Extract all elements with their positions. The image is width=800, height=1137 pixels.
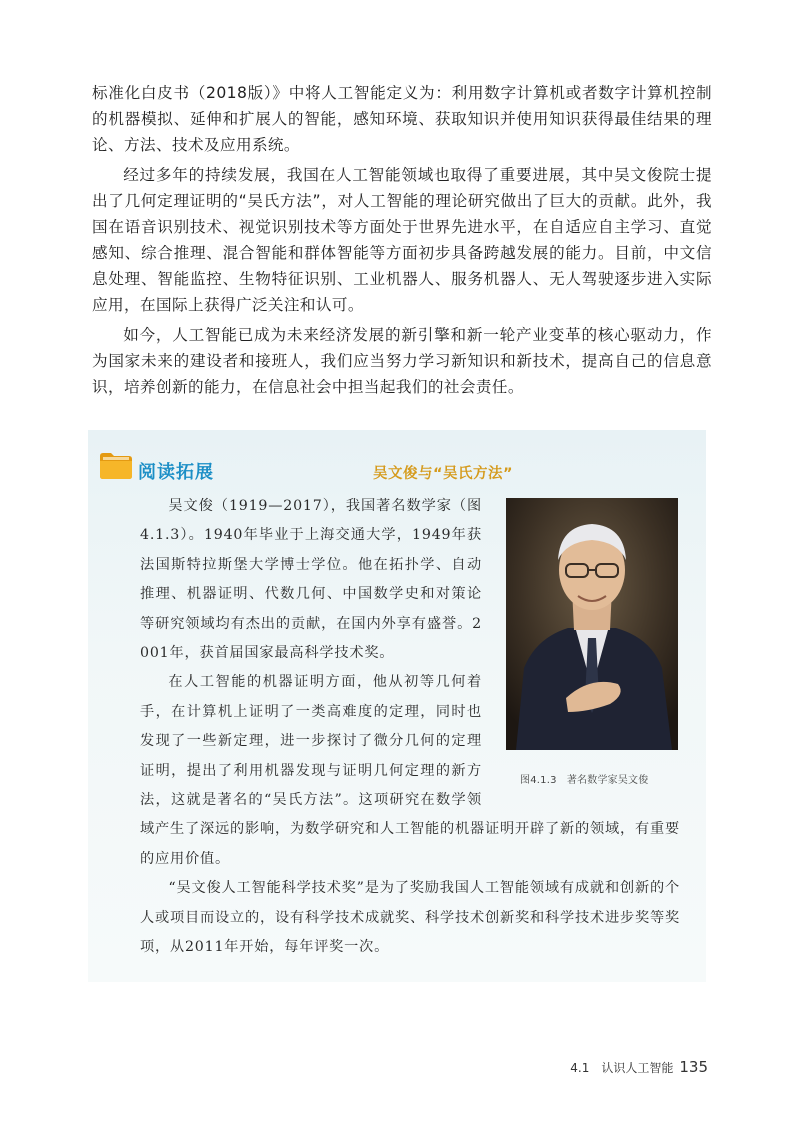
main-text	[92, 80, 712, 404]
extension-paragraph-award: “吴文俊人工智能科学技术奖”是为了奖励我国人工智能领域有成就和创新的个人或项目而设立的，设有科学技术成就奖、科学技术创新奖和科学技术进步奖等奖项，从2011年开始，每年评奖一次。	[140, 880, 680, 956]
reading-extension-label: 阅读拓展	[138, 462, 214, 483]
extension-paragraph-method: 在人工智能的机器证明方面，他从初等几何着手，在计算机上证明了一类高难度的定理，同时也发现了一些新定理，进一步探讨了微分几何的定理证明，提出了利用机器发现与证明几何定理的新方法，这就是著名的“吴氏方法”。这项研究在数学领域产生了深远的影响，为数学研究和人工智能的机器证明开辟了新的领域，有重要的应用价值。	[140, 674, 680, 867]
portrait-photo	[506, 498, 678, 750]
reading-extension-box	[88, 430, 706, 982]
figure-wu-wenjun	[498, 498, 680, 810]
footer-section: 4.1 认识人工智能	[570, 1061, 674, 1075]
reading-extension-body	[140, 492, 680, 963]
page-number: 135	[679, 1058, 708, 1076]
paragraph-china-progress: 经过多年的持续发展，我国在人工智能领域也取得了重要进展，其中吴文俊院士提出了几何定理证明的“吴氏方法”，对人工智能的理论研究做出了巨大的贡献。此外，我国在语音识别技术、视觉识别技术等方面处于世界先进水平，在自适应自主学习、直觉感知、综合推理、混合智能和群体智能等方面初步具备跨越发展的能力。目前，中文信息处理、智能监控、生物特征识别、工业机器人、服务机器人、无人驾驶逐步进入实际应用，在国际上获得广泛关注和认可。	[92, 166, 712, 314]
extension-paragraph-bio: 吴文俊（1919—2017），我国著名数学家（图4.1.3）。1940年毕业于上海交通大学，1949年获法国斯特拉斯堡大学博士学位。他在拓扑学、自动推理、机器证明、代数几何、中国数学史和对策论等研究领域均有杰出的贡献，在国内外享有盛誉。2001年，获首届国家最高科学技术奖。	[140, 498, 482, 662]
page-footer	[570, 1058, 708, 1076]
paragraph-responsibility: 如今，人工智能已成为未来经济发展的新引擎和新一轮产业变革的核心驱动力，作为国家未来的建设者和接班人，我们应当努力学习新知识和新技术，提高自己的信息意识，培养创新的能力，在信息社会中担当起我们的社会责任。	[92, 326, 712, 396]
reading-extension-title: 吴文俊与“吴氏方法”	[372, 466, 514, 482]
figure-caption: 图4.1.3 著名数学家吴文俊	[520, 775, 649, 786]
paragraph-ai-definition: 标准化白皮书（2018版）》中将人工智能定义为：利用数字计算机或者数字计算机控制的机器模拟、延伸和扩展人的智能，感知环境、获取知识并使用知识获得最佳结果的理论、方法、技术及应用系统。	[92, 84, 712, 154]
